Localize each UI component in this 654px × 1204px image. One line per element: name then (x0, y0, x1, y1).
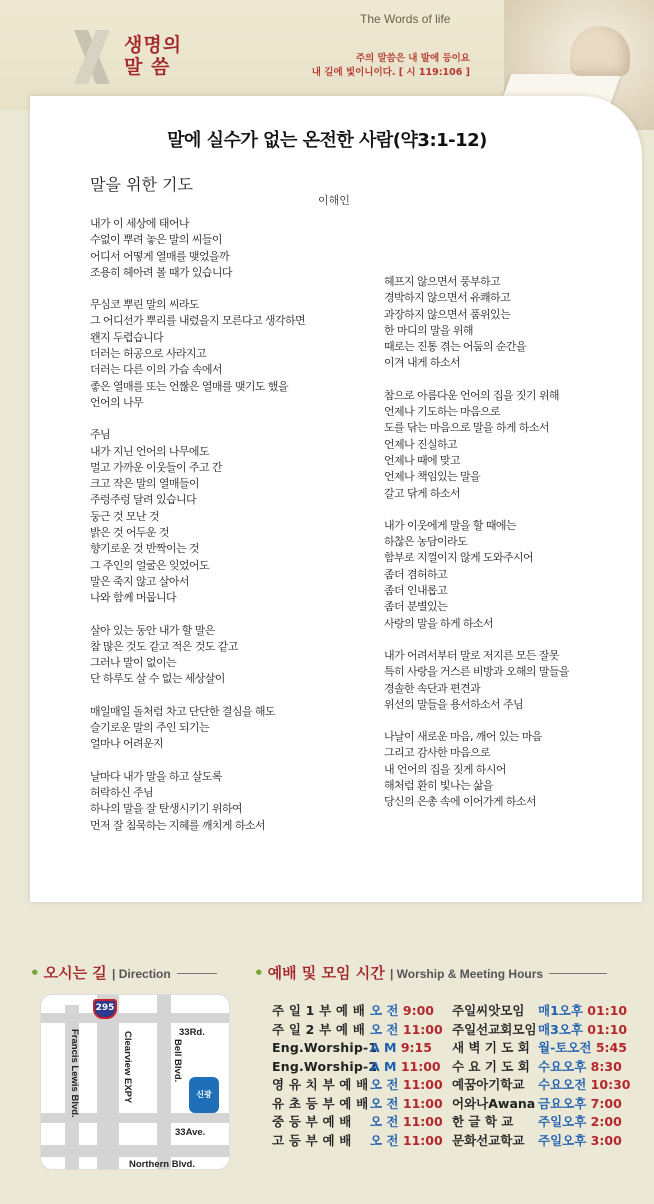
service-ampm: 오 전 (370, 1021, 399, 1037)
meeting-clock: 10:30 (590, 1077, 631, 1092)
meeting-clock: 3:00 (590, 1132, 622, 1148)
meeting-time (538, 1021, 627, 1040)
poem-line: 말은 죽지 않고 살아서 (90, 574, 189, 588)
poem-line: 매일매일 돌처럼 차고 단단한 결심을 해도 (90, 704, 275, 718)
hours-row (272, 1002, 630, 1021)
poem-line: 주렁주렁 달려 있습니다 (90, 493, 197, 507)
service-ampm: A M (370, 1040, 397, 1055)
poem-stanza (384, 388, 634, 502)
highway-295-icon: 295 (93, 999, 117, 1019)
meeting-clock: 5:45 (595, 1040, 627, 1055)
verse-line1: 주의 말씀은 내 발에 등이요 (355, 53, 470, 64)
poem-line: 왠지 두렵습니다 (90, 330, 164, 344)
poem-line: 그 주인의 얼굴은 잊었어도 (90, 558, 209, 572)
poem-line: 언제나 때에 맞고 (384, 453, 460, 467)
service-ampm: 오 전 (370, 1095, 399, 1111)
service-name: 주 일 1 부 예 배 (272, 1003, 366, 1018)
poem-stanza (384, 729, 634, 810)
poem-stanza (90, 704, 350, 753)
hours-row (272, 1132, 630, 1151)
service-time (370, 1076, 452, 1095)
poem-line: 밝은 것 어두운 것 (90, 526, 169, 540)
label-33ave: 33Ave. (175, 1127, 206, 1138)
hours-row (272, 1095, 630, 1114)
hours-title-en: | Worship & Meeting Hours (389, 967, 544, 981)
divider (549, 973, 607, 974)
meeting-name: 주일선교회모임 (452, 1021, 537, 1037)
poem-line: 허락하신 주님 (90, 785, 154, 799)
service-name: 유 초 등 부 예 배 (272, 1095, 369, 1111)
hours-row (272, 1058, 630, 1077)
label-francis-lewis: Francis Lewis Blvd. (69, 1029, 80, 1118)
poem-line: 내가 지닌 언어의 나무에도 (90, 444, 209, 458)
service-clock: 11:00 (402, 1114, 443, 1129)
poem-line: 함부로 지껄이지 않게 도와주시어 (384, 551, 534, 565)
article-title: 말에 실수가 없는 온전한 사람(약3:1-12) (167, 130, 487, 151)
poem-line: 하찮은 농담이라도 (384, 535, 468, 549)
hands-image (570, 26, 630, 76)
poem-left-column (90, 216, 350, 850)
poem-title: 말을 위한 기도 (90, 175, 193, 194)
hours-row (272, 1113, 630, 1132)
service-time (370, 1132, 452, 1151)
service-name: 고 등 부 예 배 (272, 1132, 352, 1148)
meeting-clock: 01:10 (587, 1003, 628, 1018)
poem-line: 언제나 책임있는 말을 (384, 470, 481, 484)
meeting-day: 월-토오전 (538, 1040, 592, 1055)
meeting-clock: 2:00 (590, 1114, 622, 1129)
meeting-day: 금요오후 (538, 1095, 587, 1111)
poem-stanza (90, 216, 350, 281)
poem-line: 그리고 감사한 마음으로 (384, 746, 491, 760)
poem-line: 조용히 헤아려 볼 때가 있습니다 (90, 265, 232, 279)
meeting-time (538, 1076, 630, 1095)
meeting-time (538, 1039, 627, 1058)
poem-line: 단 하루도 살 수 없는 세상살이 (90, 672, 225, 686)
service-name: Eng.Worship-1 (272, 1040, 378, 1055)
cross-x-icon (70, 28, 114, 86)
meeting-day: 수요오전 (538, 1077, 587, 1092)
hours-row (272, 1021, 630, 1040)
logo-line2: 말 씀 (124, 56, 171, 78)
poem-line: 당신의 은총 속에 이어가게 하소서 (384, 795, 536, 809)
service-time (370, 1095, 452, 1114)
label-northern: Northern Blvd. (129, 1159, 195, 1170)
hours-row (272, 1076, 630, 1095)
label-clearview: Clearview EXPY (122, 1031, 133, 1104)
meeting-day: 수요오후 (538, 1058, 587, 1074)
hours-heading (254, 962, 607, 983)
meeting-clock: 01:10 (587, 1021, 628, 1037)
poem-line: 좋은 열매를 또는 언짢은 열매를 맺기도 했을 (90, 379, 288, 393)
logo-line1: 생명의 (124, 34, 183, 56)
poem-line: 언제나 기도하는 마음으로 (384, 405, 501, 419)
poem-line: 해처럼 환히 빛나는 삶을 (384, 779, 493, 793)
poem-line: 날마다 내가 말을 하고 살도록 (90, 769, 222, 783)
directions-title: 오시는 길 (43, 964, 107, 982)
poem-line: 좀더 인내롭고 (384, 584, 448, 598)
poem-line: 내가 이웃에게 말을 할 때에는 (384, 518, 516, 532)
location-map (40, 994, 230, 1170)
service-ampm: 오 전 (370, 1132, 399, 1148)
directions-heading (30, 962, 217, 983)
meeting-clock: 8:30 (590, 1058, 622, 1074)
service-time (370, 1039, 452, 1058)
poem-line: 더러는 다른 이의 가슴 속에서 (90, 363, 222, 377)
service-clock: 11:00 (402, 1077, 443, 1092)
hours-table (272, 1002, 630, 1150)
label-bell: Bell Blvd. (172, 1039, 183, 1083)
meeting-name: 수 요 기 도 회 (452, 1058, 530, 1074)
poem-stanza (384, 274, 634, 372)
service-clock: 11:00 (402, 1021, 443, 1037)
meeting-name: 예꿈아기학교 (452, 1077, 525, 1092)
poem-right-column (384, 274, 634, 827)
meeting-name: 한 글 학 교 (452, 1114, 514, 1129)
poem-stanza (90, 297, 350, 411)
meeting-day: 매1오후 (538, 1003, 583, 1018)
service-name: 주 일 2 부 예 배 (272, 1021, 366, 1037)
poem-line: 언제나 진실하고 (384, 437, 458, 451)
poem-line: 나날이 새로운 마음, 깨어 있는 마음 (384, 730, 542, 744)
poem-line: 위선의 말들을 용서하소서 주님 (384, 697, 524, 711)
poem-line: 참 많은 것도 같고 적은 것도 같고 (90, 639, 238, 653)
poem-stanza (90, 623, 350, 688)
section-label: The Words of life (360, 12, 451, 26)
bullet-icon: • (254, 964, 264, 982)
poem-line: 수없이 뿌려 놓은 말의 씨들이 (90, 233, 222, 247)
hours-row (272, 1039, 630, 1058)
poem-line: 멀고 가까운 이웃들이 주고 간 (90, 460, 222, 474)
poem-line: 어디서 어떻게 열매를 맺었을까 (90, 249, 230, 263)
church-location-icon: 신광 (189, 1077, 219, 1113)
section-logo (124, 34, 182, 78)
service-ampm: 오 전 (370, 1003, 399, 1018)
label-33rd: 33Rd. (179, 1027, 205, 1038)
meeting-name: 새 벽 기 도 회 (452, 1040, 530, 1055)
meeting-clock: 7:00 (590, 1095, 622, 1111)
directions-title-en: | Direction (112, 967, 171, 981)
poem-stanza (384, 518, 634, 632)
poem-line: 헤프지 않으면서 풍부하고 (384, 275, 501, 288)
meeting-time (538, 1002, 627, 1021)
poem-line: 특히 사랑을 거스른 비방과 오해의 말들을 (384, 665, 569, 679)
poem-line: 참으로 아름다운 언어의 집을 짓기 위해 (384, 388, 559, 402)
poem-line: 크고 작은 말의 열매들이 (90, 477, 199, 491)
poem-line: 나와 함께 머뭅니다 (90, 591, 177, 605)
poem-line: 둥근 것 모난 것 (90, 509, 159, 523)
service-clock: 11:00 (400, 1058, 441, 1074)
meeting-day: 주일오후 (538, 1114, 587, 1129)
poem-line: 갈고 닦게 하소서 (384, 486, 460, 500)
poem-line: 과장하지 않으면서 품위있는 (384, 307, 511, 321)
service-ampm: A M (370, 1058, 397, 1074)
poem-line: 향기로운 것 반짝이는 것 (90, 542, 199, 556)
poem-line: 경박하지 않으면서 유쾌하고 (384, 291, 511, 305)
service-time (370, 1002, 452, 1021)
service-time (370, 1058, 452, 1077)
poem-line: 더러는 허공으로 사라지고 (90, 347, 207, 361)
poem-line: 좀더 분별있는 (384, 600, 448, 614)
service-clock: 9:15 (400, 1040, 432, 1055)
verse-line2: 내 길에 빛이니이다. [ 시 119:106 ] (311, 67, 470, 78)
poem-author: 이해인 (318, 194, 350, 207)
meeting-name: 어와나Awana (452, 1095, 536, 1111)
poem-line: 하나의 말을 잘 탄생시키기 위하여 (90, 802, 242, 816)
poem-stanza (384, 648, 634, 713)
poem-line: 경솔한 속단과 편견과 (384, 681, 481, 695)
meeting-day: 매3오후 (538, 1021, 583, 1037)
poem-line: 이겨 내게 하소서 (384, 356, 460, 370)
meeting-time (538, 1113, 622, 1132)
service-clock: 11:00 (402, 1132, 443, 1148)
poem-line: 슬기로운 말의 주인 되기는 (90, 721, 209, 735)
bullet-icon: • (30, 964, 40, 982)
service-name: 영 유 치 부 예 배 (272, 1077, 369, 1092)
poem-line: 때로는 진통 겪는 어둠의 순간을 (384, 340, 526, 354)
meeting-time (538, 1132, 622, 1151)
service-clock: 11:00 (402, 1095, 443, 1111)
service-clock: 9:00 (402, 1003, 434, 1018)
poem-line: 무심코 뿌린 말의 씨라도 (90, 298, 199, 312)
poem-stanza (90, 769, 350, 834)
road-33rd (41, 1013, 230, 1023)
poem-line: 언어의 나무 (90, 395, 144, 409)
poem-line: 그 어디선가 뿌리를 내렸을지 모른다고 생각하면 (90, 314, 306, 328)
poem-line: 먼저 잘 침묵하는 지혜를 깨치게 하소서 (90, 818, 265, 832)
meeting-day: 주일오후 (538, 1132, 587, 1148)
header-verse (300, 52, 470, 80)
poem-stanza (90, 427, 350, 606)
meeting-name: 주일씨앗모임 (452, 1003, 525, 1018)
service-time (370, 1021, 452, 1040)
poem-line: 좀더 겸허하고 (384, 567, 448, 581)
service-ampm: 오 전 (370, 1077, 399, 1092)
poem-line: 얼마나 어려운지 (90, 737, 164, 751)
service-time (370, 1113, 452, 1132)
service-name: 중 등 부 예 배 (272, 1114, 352, 1129)
service-ampm: 오 전 (370, 1114, 399, 1129)
poem-line: 내 언어의 집을 짓게 하시어 (384, 762, 506, 776)
poem-line: 도를 닦는 마음으로 말을 하게 하소서 (384, 421, 549, 435)
meeting-time (538, 1095, 622, 1114)
poem-line: 내가 어려서부터 말로 저지른 모든 잘못 (384, 648, 559, 662)
poem-line: 사랑의 말을 하게 하소서 (384, 616, 493, 630)
meeting-name: 문화선교학교 (452, 1132, 525, 1148)
service-name: Eng.Worship-2 (272, 1058, 378, 1074)
hours-title: 예배 및 모임 시간 (267, 964, 385, 982)
divider (177, 973, 217, 974)
meeting-time (538, 1058, 622, 1077)
poem-line: 한 마디의 말을 위해 (384, 323, 473, 337)
road-northern (41, 1145, 230, 1157)
poem-line: 내가 이 세상에 태어나 (90, 217, 189, 230)
poem-line: 살아 있는 동안 내가 할 말은 (90, 623, 215, 637)
poem-line: 그러나 말이 없이는 (90, 656, 177, 670)
poem-line: 주님 (90, 428, 111, 442)
